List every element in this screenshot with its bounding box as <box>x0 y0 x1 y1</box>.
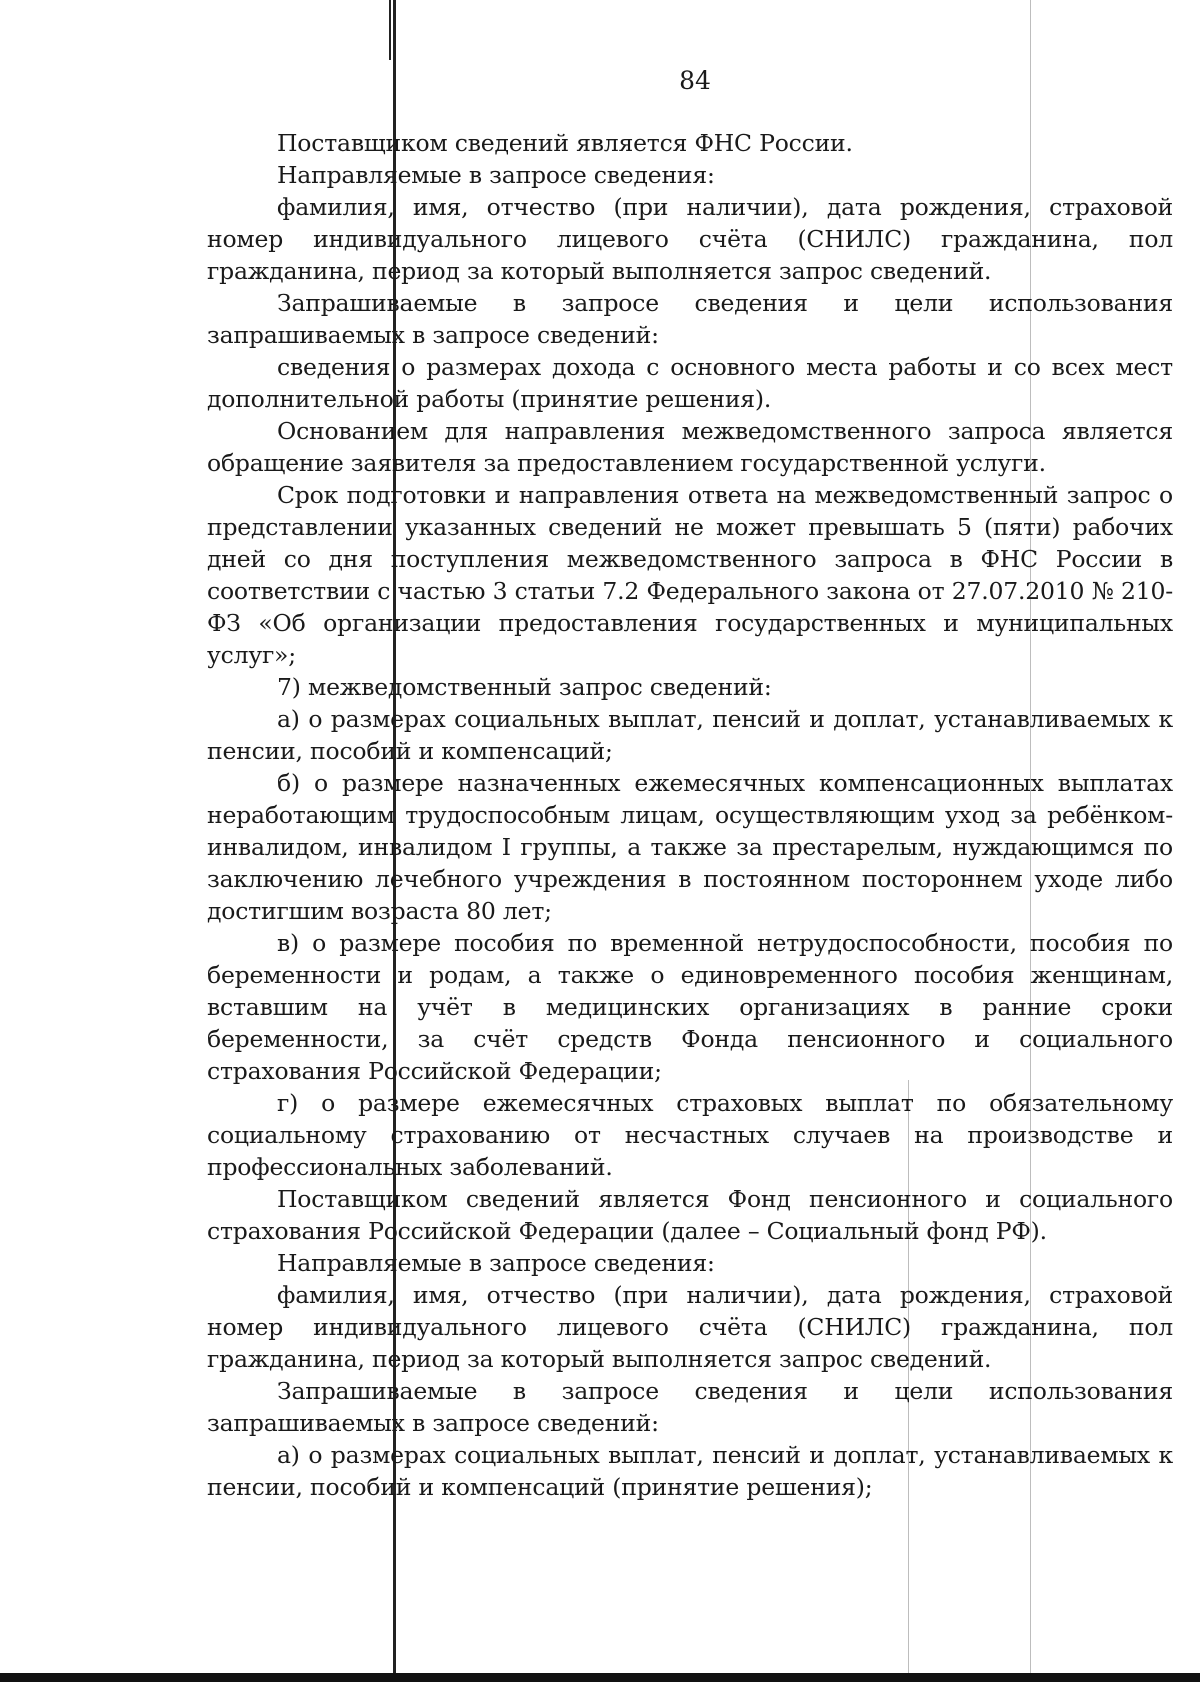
paragraph: Запрашиваемые в запросе сведения и цели использования запрашиваемых в запросе сведений: <box>207 1377 1173 1437</box>
paragraph: Поставщиком сведений является Фонд пенсионного и социального страхования Российской Федерации (далее – Социальный фонд РФ). <box>207 1185 1173 1245</box>
document-body <box>207 127 1173 1503</box>
paragraph: 7) межведомственный запрос сведений: <box>277 673 772 701</box>
paragraph: фамилия, имя, отчество (при наличии), дата рождения, страховой номер индивидуального лицевого счёта (СНИЛС) гражданина, пол гражданина, период за который выполняется запрос сведений. <box>207 193 1173 285</box>
paragraph: Запрашиваемые в запросе сведения и цели использования запрашиваемых в запросе сведений: <box>207 289 1173 349</box>
paragraph: Направляемые в запросе сведения: <box>277 1249 715 1277</box>
paragraph: Направляемые в запросе сведения: <box>277 161 715 189</box>
paragraph: Срок подготовки и направления ответа на межведомственный запрос о представлении указанных сведений не может превышать 5 (пяти) рабочих дней со дня поступления межведомственного запроса в ФНС России в соответствии с частью 3 статьи 7.2 Федерального закона от 27.07.2010 № 210-ФЗ «Об организации предоставления государственных и муниципальных услуг»; <box>207 481 1173 669</box>
paragraph: а) о размерах социальных выплат, пенсий и доплат, устанавливаемых к пенсии, пособий и компенсаций; <box>207 705 1173 765</box>
paragraph: б) о размере назначенных ежемесячных компенсационных выплатах неработающим трудоспособным лицам, осуществляющим уход за ребёнком-инвалидом, инвалидом I группы, а также за престарелым, нуждающимся по заключению лечебного учреждения в постоянном постороннем уходе либо достигшим возраста 80 лет; <box>207 769 1173 925</box>
paragraph: фамилия, имя, отчество (при наличии), дата рождения, страховой номер индивидуального лицевого счёта (СНИЛС) гражданина, пол гражданина, период за который выполняется запрос сведений. <box>207 1281 1173 1373</box>
paragraph: Основанием для направления межведомственного запроса является обращение заявителя за предоставлением государственной услуги. <box>207 417 1173 477</box>
page-number: 84 <box>679 66 711 95</box>
paragraph: г) о размере ежемесячных страховых выплат по обязательному социальному страхованию от несчастных случаев на производстве и профессиональных заболеваний. <box>207 1089 1173 1181</box>
scan-fold-line-top <box>389 0 391 60</box>
paragraph: Поставщиком сведений является ФНС России. <box>277 129 853 157</box>
scan-bottom-edge <box>0 1673 1200 1682</box>
paragraph: в) о размере пособия по временной нетрудоспособности, пособия по беременности и родам, а также о единовременного пособия женщинам, вставшим на учёт в медицинских организациях в ранние сроки беременности, за счёт средств Фонда пенсионного и социального страхования Российской Федерации; <box>207 929 1173 1085</box>
paragraph: а) о размерах социальных выплат, пенсий и доплат, устанавливаемых к пенсии, пособий и компенсаций (принятие решения); <box>207 1441 1173 1501</box>
paragraph: сведения о размерах дохода с основного места работы и со всех мест дополнительной работы (принятие решения). <box>207 353 1173 413</box>
